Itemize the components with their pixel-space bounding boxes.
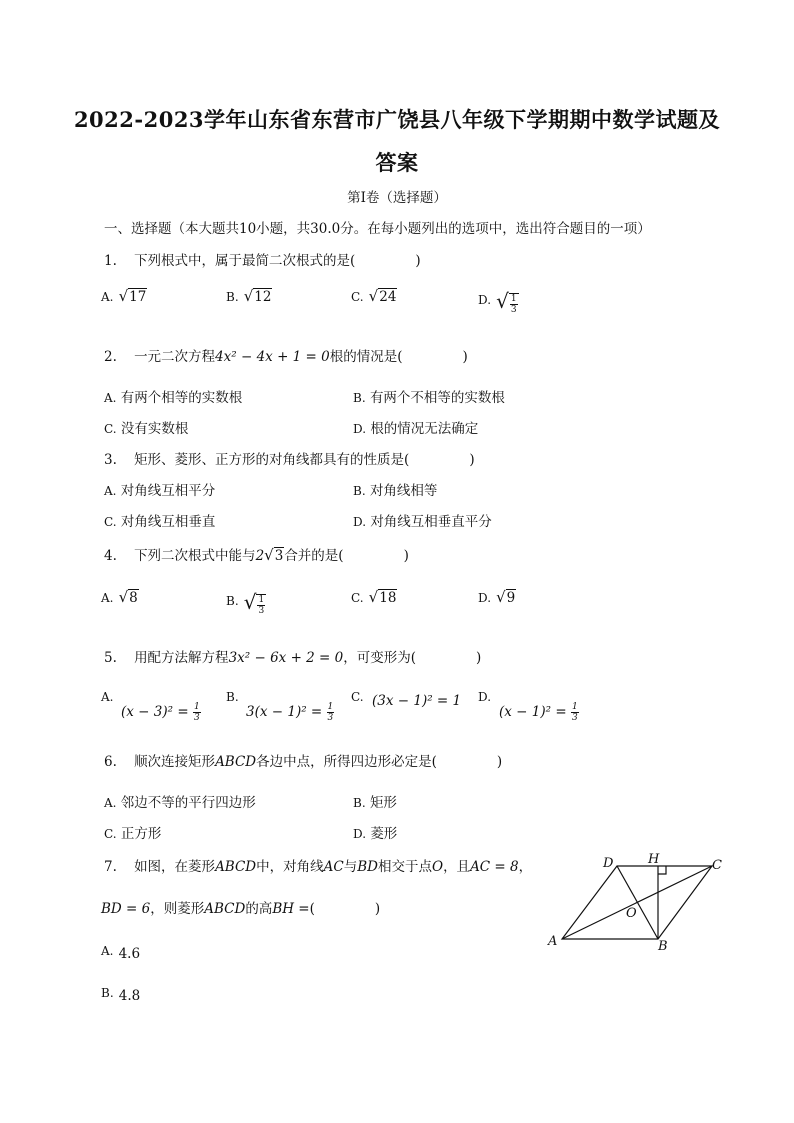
- q5-option-d-label[interactable]: D.: [478, 690, 492, 704]
- question-4: 4. 下列二次根式中能与2√3合并的是( ): [104, 546, 409, 564]
- q2-option-d[interactable]: D. 根的情况无法确定: [353, 421, 479, 437]
- q5-option-a-expr[interactable]: (x − 3)² = $\frac{1}{3}$: [121, 702, 200, 723]
- label-c: C: [712, 858, 722, 873]
- q6-option-b[interactable]: B. 矩形: [353, 795, 397, 811]
- question-7-line-2: BD = 6，则菱形ABCD的高BH =( ): [101, 901, 381, 917]
- question-7-line-1: 7. 如图，在菱形ABCD中，对角线AC与BD相交于点O，且AC = 8，: [104, 859, 533, 875]
- q7-option-a[interactable]: A. 4.6: [101, 944, 141, 962]
- q4-option-a[interactable]: A. √8: [101, 588, 138, 606]
- label-b: B: [658, 939, 668, 954]
- q2-option-a[interactable]: A. 有两个相等的实数根: [104, 390, 243, 406]
- q2-option-b[interactable]: B. 有两个不相等的实数根: [353, 390, 505, 406]
- equation: 4x² − 4x + 1 = 0: [215, 349, 330, 365]
- equation: 3x² − 6x + 2 = 0: [228, 650, 344, 666]
- question-3: 3. 矩形、菱形、正方形的对角线都具有的性质是( ): [104, 452, 475, 468]
- q5-option-c-expr[interactable]: (3x − 1)² = 1: [372, 693, 462, 709]
- q5-option-d-expr[interactable]: (x − 1)² = $\frac{1}{3}$: [499, 702, 578, 723]
- q6-option-d[interactable]: D. 菱形: [353, 826, 398, 842]
- label-a: A: [548, 934, 558, 949]
- q1-option-b[interactable]: B. √12: [226, 287, 272, 305]
- q4-option-c[interactable]: C. √18: [351, 588, 397, 606]
- q5-option-b-expr[interactable]: 3(x − 1)² = $\frac{1}{3}$: [246, 702, 334, 723]
- page-title-line-1: 2022-2023学年山东省东营市广饶县八年级下学期期中数学试题及: [73, 107, 721, 132]
- q7-option-b[interactable]: B. 4.8: [101, 986, 141, 1004]
- diagonal-bd: [617, 866, 658, 939]
- q3-option-c[interactable]: C. 对角线互相垂直: [104, 514, 216, 530]
- question-stem: 下列根式中，属于最简二次根式的是(: [134, 253, 356, 269]
- question-number: 1.: [104, 253, 117, 269]
- page-title-line-2: 答案: [375, 150, 419, 175]
- rhombus-figure: [540, 845, 730, 955]
- question-6: 6. 顺次连接矩形ABCD各边中点，所得四边形必定是( ): [104, 754, 503, 770]
- q4-option-d[interactable]: D. √9: [478, 588, 516, 606]
- q1-option-c[interactable]: C. √24: [351, 287, 397, 305]
- label-d: D: [603, 856, 614, 871]
- q3-option-d[interactable]: D. 对角线互相垂直平分: [353, 514, 492, 530]
- q5-option-b-label[interactable]: B.: [226, 690, 239, 704]
- q1-option-a[interactable]: A. √17: [101, 287, 147, 305]
- label-h: H: [648, 852, 660, 867]
- label-o: O: [626, 906, 637, 921]
- q3-option-a[interactable]: A. 对角线互相平分: [104, 483, 216, 499]
- q6-option-c[interactable]: C. 正方形: [104, 826, 162, 842]
- part-one-instructions: 一、选择题（本大题共10小题，共30.0分。在每小题列出的选项中，选出符合题目的一项）: [104, 221, 651, 237]
- q5-option-c-label[interactable]: C.: [351, 690, 364, 704]
- q4-option-b[interactable]: B. √ $\frac{1}{3}$: [226, 590, 265, 616]
- q2-option-c[interactable]: C. 没有实数根: [104, 421, 189, 437]
- question-5: 5. 用配方法解方程3x² − 6x + 2 = 0，可变形为( ): [104, 650, 482, 666]
- q6-option-a[interactable]: A. 邻边不等的平行四边形: [104, 795, 256, 811]
- question-2: 2. 一元二次方程4x² − 4x + 1 = 0根的情况是( ): [104, 349, 468, 365]
- q5-option-a-label[interactable]: A.: [101, 690, 114, 704]
- right-angle-mark: [658, 866, 666, 874]
- q3-option-b[interactable]: B. 对角线相等: [353, 483, 438, 499]
- question-1: 1. 下列根式中，属于最简二次根式的是( ): [104, 253, 421, 269]
- section-header: 第I卷（选择题）: [347, 190, 447, 206]
- q1-option-d[interactable]: D. √ $\frac{1}{3}$: [478, 289, 517, 315]
